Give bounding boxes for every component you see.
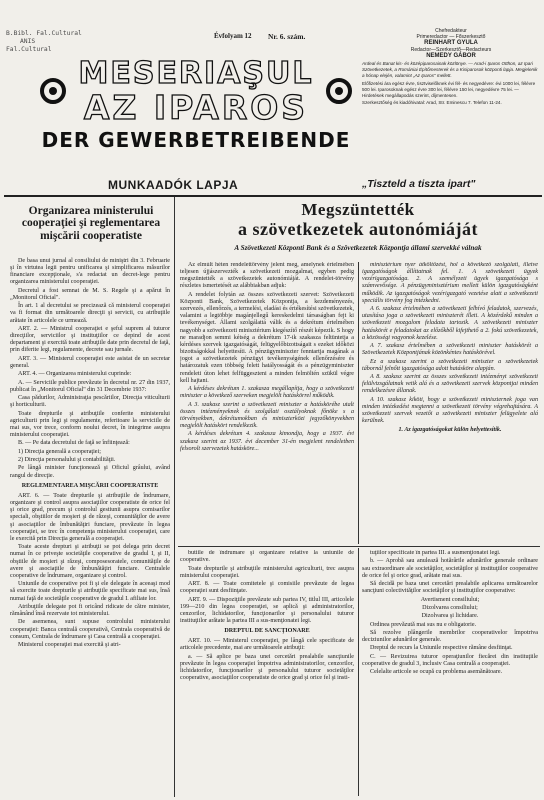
paragraph: ART. 3. — Ministerul cooperaţiei este asistat de un secretar general.	[10, 355, 170, 369]
stamp-line: Fal.Cultural	[6, 46, 52, 53]
list-item: Avertisment consiliului;	[420, 596, 480, 603]
paragraph: ART. 8. — Toate comitetele şi comisiile prevăzute de legea cooperaţiei sunt desfiinţate.	[180, 581, 354, 595]
logo-line-hungarian: AZ IPAROS	[83, 88, 309, 127]
section-heading: REGLEMENTAREA MIŞCĂRII COOPERATISTE	[21, 482, 159, 489]
paragraph: butiile de îndrumare şi organizare relative la uniunile de cooperative.	[180, 550, 354, 564]
headline-line-2: a szövetkezetek autonómiáját	[238, 219, 478, 239]
column-divider	[358, 262, 359, 544]
continued-article-column-1	[180, 550, 354, 796]
left-article-title: Organizarea ministerului cooperaţiei şi reglementarea mişcării cooperatiste	[21, 205, 161, 242]
paragraph: minisztérium nyer átköltözést, hol a következő szolgálati, illetve igazgatóságok állíttatnak fel. 1. A szövetkezeti ügyek vezérigazgatósága. 2. A személyzeti ügyek igazgatósága s számvevősége. A pénzügyminisztérium mellett külön igazgatóságként működik. Az igazgatóságok vezérigazgató vezetése alatt a szövetkezeti speciális törvény fog intézkedni.	[362, 262, 538, 304]
paragraph: În art. 1 al decretului se precizează că ministerul cooperaţiei va fi format din următoarele direcţii şi servicii, cu atribuţiile arătate în articolele ce urmează.	[10, 303, 170, 324]
paragraph: Toate drepturile şi atribuţiile conferite ministerului agriculturii prin legi şi regulamente, referitoare la serviciile de mai sus, vor trece, conform noului decret, în integrime asupra ministerului cooperaţiei.	[10, 410, 170, 439]
section-heading: DREPTUL DE SANCŢIONARE	[224, 628, 310, 635]
editor-in-chief-label: Chefredakteur	[435, 28, 467, 34]
headline-subtitle: A Szövetkezeti Központi Bank és a Szövetkezetek Központja állami szervekké válnak	[234, 244, 482, 252]
paragraph: Să rezolve plângerile membrilor cooperativelor împotriva deciziunilor adunărilor generale.	[362, 629, 538, 644]
paragraph: tuţiilor specificate în partea III. a susmenţionatei legi.	[370, 550, 501, 556]
stamp-line: ANIS	[20, 38, 36, 45]
logo-line-romanian: MESERIAŞUL	[78, 56, 314, 91]
paragraph: A 3. szakasz szerint a szövetkezeti miniszter a hatáskörébe utalt összes intézményeknek és szolgálati osztályoknak főnöke s a törvényekben, dekrétumokban és miniszterközi jegyzőkönyvekben megjelölt hatáskört rendelkezik.	[180, 401, 354, 429]
column-divider	[358, 548, 359, 796]
main-article-column-2	[362, 262, 538, 544]
stamp-line: B.Bibl. Fal.Cultural	[6, 30, 82, 37]
volume-number: Évfolyam 12	[214, 32, 252, 40]
list-item: 2) Direcţia personalului şi contabilităţii.	[18, 457, 116, 464]
section-divider	[178, 546, 540, 547]
newspaper-slogan: „Tiszteld a tiszta ipart"	[362, 178, 476, 190]
left-article-body	[10, 258, 170, 650]
paragraph: 1. Az igazgatóságokat külön helyettesítik.	[398, 426, 502, 433]
editor-label: Redactor—Szerkesztő—Redacteurs	[410, 46, 492, 53]
paragraph: Ez a szakasz szerint a szövetkezeti miniszter a szövetkezetek tábornál felnőtt igazgatósága adott hatásköre alapján.	[362, 358, 538, 372]
paragraph: Să decidă pe baza unei cercetări prealabile aplicarea următoarelor sancţiuni colectivităţilor societăţilor şi instituţiilor cooperative:	[362, 581, 538, 595]
paragraph: Toate drepturile şi atribuţiile ministerului agriculturii, trec asupra ministerului cooperaţiei.	[180, 565, 354, 579]
paragraph: Casa pădurilor, Administraţia pescăriilor, Direcţia viticulturii şi horticulturii.	[10, 395, 170, 409]
paragraph: Pe lângă minister funcţionează şi Oficiul grâului, având rangul de direcţie.	[10, 465, 170, 479]
publication-description: Ardeal és Banat kis- és középiparosainak közlönye. — Arad-i Iparos Otthon, az Ipari Szövetkezetek, a Romániai Építőmesterek és a Kisiparosok központi lapja. Megjelenik a hónap elején, valamint „Az Iparos" mellett.	[362, 61, 538, 79]
paragraph: Dreptul de recurs la Uniunile respective rămâne desfiinţat.	[370, 645, 513, 652]
paragraph: a. — Să aplice pe baza unei cercetări prealabile sancţiunile prevăzute în legea cooperaţiei împotriva administratorilor, cenzorilor, lichidatorilor, funcţionarilor şi personalului tuturor societăţilor cooperative, asociaţiilor cooperatiste de orice grad şi orice fel şi insti-	[180, 653, 354, 682]
headline-line-1: Megszüntették	[301, 200, 415, 219]
paragraph: A kérdéses dekrétum 1. szakasza megállapítja, hogy a szövetkezeti miniszter a következő szerveken megjelölt hatáskörrel működik.	[180, 386, 354, 400]
paragraph: De basa unui jurnal al consiliului de miniştri din 3. Februarie şi în virtutea legii pentru unificarea şi simplificarea măsurilor financiare excepţionale, s'a redactat un decret-lege pentru organizarea ministerului cooperaţiei.	[10, 258, 170, 286]
paragraph: ART. 9. — Dispoziţiile prevăzute sub partea IV, titlul III, articolele 199—210 din legea cooperaţiei, se aplică şi administratorilor, cenzorilor, lichidatorilor, funcţionarilor şi personalului tuturor instituţiilor arătate la partea III a sus-menţionatei legi.	[180, 596, 354, 624]
paragraph: C. — Revizuirea tuturor operaţiunilor fiecărei din instituţiile cooperative de gradul 3, inclusiv Casa centrală a cooperaţiei.	[362, 653, 538, 667]
paragraph: A rendelet folytán az összes szövetkezeti szervet: Szövetkezeti Központi Bank, Szövetkezetek Központja, a kezdeményezés, szervezés, ellenőrzés, a termelési, eladási és értékesítési szövetkezetek, valamint a legtöbbje magánjellegű kereskedelmi társaságban fejt ki tevékenységet. Állami szolgálattá válik és a dekrétum értelmében nagyobb a szövetkezeti minisztérium kiegészítő részét képezik. S hogy ne maradjon semmi kétség a dekrétum 17-ik szakasza feltüntetja a kérdéses szervek igazgatóságát, felügyelőbizottságait s ezeket időközi bizottságokkal helyettesíti. A pénzügyminiszter fenntartja magának a jogot a szövetkezetek pénzügyi tevékenységének ellenőrzésére és határozatuk ezen többség felett hatályosságát és a pénzügyminiszter rendeleti úton lehet felfüggeszteni a minden felmöltén szükül végre kell hajtani.	[180, 291, 354, 384]
continued-article-column-2	[362, 550, 538, 796]
paragraph: De asemenea, sunt supuse controlului ministerului cooperaţiei: Banca centrală cooperativă, Centrala cooperativă de consum, Centrala de îndrumare şi Casa centrală a cooperaţiei.	[10, 619, 170, 640]
paragraph: ART. 10. — Ministerul cooperaţiei, pe lângă cele specificate de articolele precedente, mai are următoarele atribuţii:	[180, 638, 354, 652]
list-item: Dizolvarea şi lichidare.	[421, 613, 479, 620]
column-divider	[174, 197, 175, 797]
paragraph: Ministerul cooperaţiei mai exercită şi atri-	[18, 642, 121, 648]
list-item: Dizolvarea consiliului;	[422, 604, 478, 611]
paragraph: B. — Pe data decretului de faţă se înfiinţează:	[18, 440, 130, 447]
newspaper-subtitle: MUNKAADÓK LAPJA	[108, 178, 239, 192]
paragraph: A kérdéses dekrétum 4. szakasza kimondja, hogy a 1937. évi szakasz szerint az 1937. évi december 31-én megjelent rendeletben felsorolt szervezetek hatásköre...	[180, 431, 354, 452]
main-article-headline	[178, 200, 538, 253]
paragraph: Uniunile de cooperative pot fi şi ele delegate în aceeaşi mod să exercite toate drepturile şi atribuţiile specificate mai sus, însă numai faţă de societăţile cooperative de gradul I. afiliate lor.	[10, 581, 170, 602]
paragraph: Decretul a fost semnat de M. S. Regele şi a apărut în „Monitorul Oficial".	[10, 287, 170, 301]
subscription-info: Előfizetési ára egész évre, tisztviselőknek évi fél- és negyedévre: évi 1000 lei, félévre 500 lei. Iparosoknak egész évre 300 lei, félévre 150 lei, negyedévre 75 lei. — Hirdetések megállapodás szerint, díjmentesen.	[362, 80, 536, 99]
paragraph: b. — Aprobă sau anulează hotărârile adunărilor generale ordinare sau extraordinare ale societăţilor, societăţilor şi instituţiilor cooperative de orice fel şi orice grad, arătate mai sus.	[362, 558, 538, 579]
list-item: 1) Direcţia generală a cooperaţiei;	[18, 448, 101, 455]
paragraph: Az elmúlt héten rendelettörvény jelent meg, amelynek értelmében teljesen újjászervezték a szövetkezeti mozgalmat, egyben pedig megszüntették a szövetkezetek autonómiáját. A rendelet-törvény részletes ismertetését az alábbiakban adjuk:	[180, 262, 354, 290]
editor-in-chief-name: REINHART GYULA	[424, 40, 478, 47]
logo-line-german: DER GEWERBETREIBENDE	[41, 128, 351, 152]
paragraph: A 6. szakasz értelmében a szövetkezeti felhívó feladatok, szervezés, utasítása joga a szövetkezeti miniszterét illeti. A közérdekű minden a szövetkezeti mozgalom feladata tartozik. A szövetkezeti miniszter hatáskörét e feladatokat az előzőkből kifejthető a 2. fokú szövetkezetek, a közösségi vagyonok kezelése.	[362, 306, 538, 341]
paragraph: A 10. szakasz kiköti, hogy a szövetkezeti miniszternek joga van minden intézkedést megtenni a szövetkezeti törvény végrehajtására. A szövetkezeti szervek vezetői a szövetkezeti miniszter felügyelete alá kerülnek.	[362, 396, 538, 425]
masthead-info	[362, 28, 540, 106]
editor-in-chief-title: Primeredactor — Főszerkesztő	[416, 34, 486, 41]
paragraph: Atribuţiile delegate pot fi oricând ridicate de către minister, rămânând însă rezervate tot ministerului.	[10, 603, 170, 617]
paragraph: Celelalte articole se ocupă cu problema asemănătoare.	[370, 669, 503, 676]
paragraph: A. — Serviciile publice prevăzute în decretul nr. 27 din 1937, publicat în „Monitorul Oficial" din 31 Decembrie 1937:	[10, 379, 170, 393]
paragraph: ART. 2. — Ministrul cooperaţiei e şeful suprem al tuturor direcţiilor, serviciilor şi instituţiilor ce depind de acest departament şi exercită toate atribuţiile date prin decretul de faţă, prin diferite legi, regulamente, decrete sau jurnale.	[10, 325, 170, 354]
editor-name: NEMEDY GÁBOR	[426, 52, 476, 59]
paragraph: Ordinea prevăzută mai sus nu e obligatorie.	[370, 621, 477, 628]
main-article-column-1	[180, 262, 354, 542]
paragraph: ART. 6. — Toate drepturile şi atribuţiile de îndrumare, organizare şi control asupra asociaţiilor cooperatiste de orice fel şi orice grad, precum şi controlul gestiunii asupra comisarilor speciali, obştiilor de moşieri şi de răzeşi, comunităţilor de avere şi asociaţiilor de îmbunătăţiri funciare, prevăzute în legea cooperaţiei, se trec în competenţa ministerului cooperaţiei, care le exercită prin Direcţia generală a cooperaţiei.	[10, 492, 170, 542]
newspaper-logo	[40, 48, 352, 168]
paragraph: ART. 4. — Organizarea ministerului cuprinde:	[18, 371, 132, 378]
paragraph: Toate aceste drepturi şi atribuţii se pot delega prin decret numai în ce priveşte societăţile cooperative de gradul I, şi II, obştiile de moşieri şi răzeşi, composesoratele, comunităţile de avere şi asociaţiile de îmbunătăţiri funciare. Centralele cooperative de îndrumare, organizare şi control.	[10, 544, 170, 579]
header-divider	[4, 195, 542, 197]
paragraph: A 7. szakasz értelmében a szövetkezeti miniszter hatáskörét a Szövetkezetek Központjának közönkéntes hatáskörével.	[362, 343, 538, 357]
office-address: Szerkesztőség és kiadóhivatal: Arad, Str. Eminescu 7. Telefon 11-24.	[362, 100, 502, 106]
paragraph: A 8. szakasz szerint az összes szövetkezeti intézményt szövetkezeti felülvizsgálatnak vetik alá és a szövetkezeti szervek központjai minden rendelkezésre állanak.	[362, 374, 538, 395]
issue-number: Nr. 6. szám.	[268, 32, 306, 41]
